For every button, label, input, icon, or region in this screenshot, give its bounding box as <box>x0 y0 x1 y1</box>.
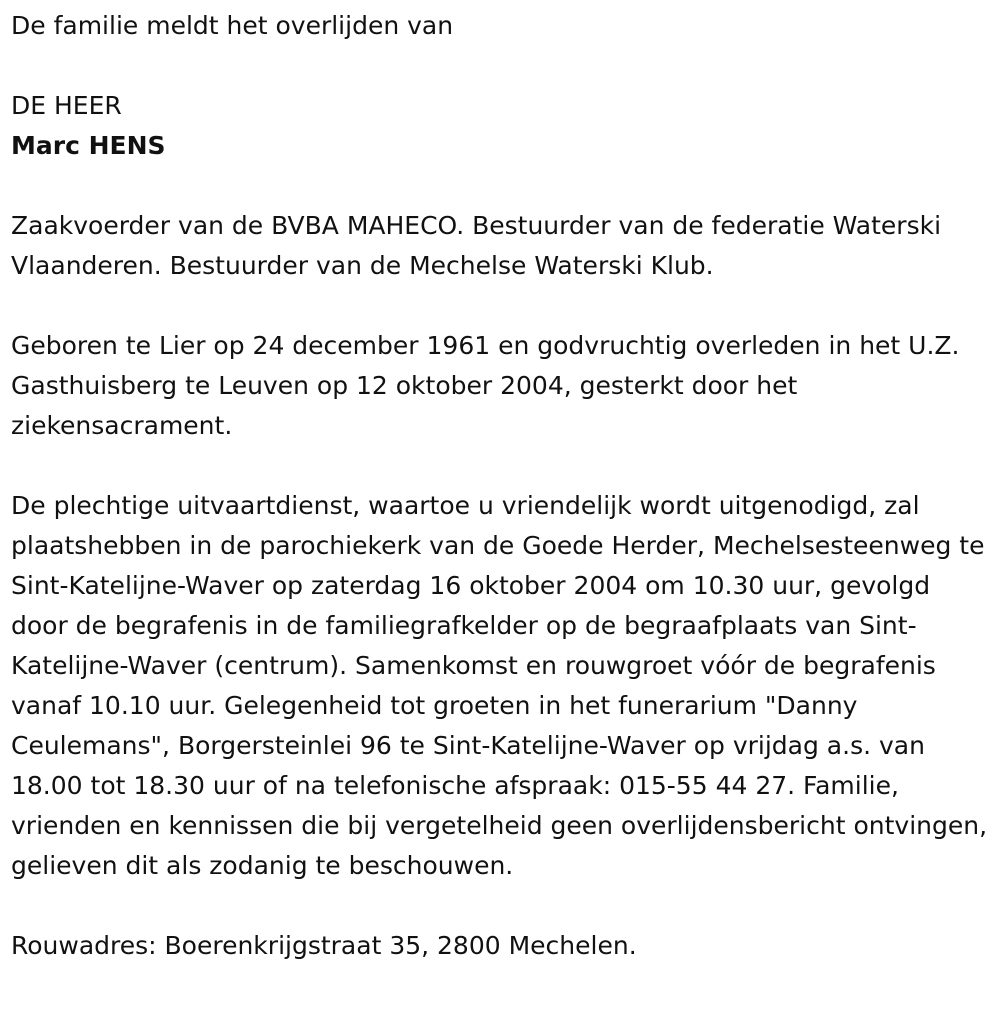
funeral-paragraph <box>11 486 991 886</box>
birth-death-text: Geboren te Lier op 24 december 1961 en godvruchtig overleden in het U.Z. Gasthuisberg te Leuven op 12 oktober 2004, gesterkt door het ziekensacrament. <box>11 331 960 440</box>
function-text: Zaakvoerder van de BVBA MAHECO. Bestuurder van de federatie Waterski Vlaanderen. Bestuurder van de Mechelse Waterski Klub. <box>11 211 942 280</box>
deceased-name: Marc HENS <box>11 131 166 160</box>
birth-death-paragraph <box>11 326 991 446</box>
mourning-address: Rouwadres: Boerenkrijgstraat 35, 2800 Mechelen. <box>11 931 637 960</box>
death-notice <box>11 0 991 966</box>
address-paragraph <box>11 926 991 966</box>
intro-text: De familie meldt het overlijden van <box>11 11 454 40</box>
funeral-text: De plechtige uitvaartdienst, waartoe u vriendelijk wordt uitgenodigd, zal plaatshebben in de parochiekerk van de Goede Herder, Mechelsesteenweg te Sint-Katelijne-Waver op zaterdag 16 oktober 2004 om 10.30 uur, gevolgd door de begrafenis in de familiegrafkelder op de begraafplaats van Sint-Katelijne-Waver (centrum). Samenkomst en rouwgroet vóór de begrafenis vanaf 10.10 uur. Gelegenheid tot groeten in het funerarium "Danny Ceulemans", Borgersteinlei 96 te Sint-Katelijne-Waver op vrijdag a.s. van 18.00 tot 18.30 uur of na telefonische afspraak: 015-55 44 27. Familie, vrienden en kennissen die bij vergetelheid geen overlijdensbericht ontvingen, gelieven dit als zodanig te beschouwen. <box>11 491 988 880</box>
honorific-title: DE HEER <box>11 91 122 120</box>
function-paragraph <box>11 206 991 286</box>
